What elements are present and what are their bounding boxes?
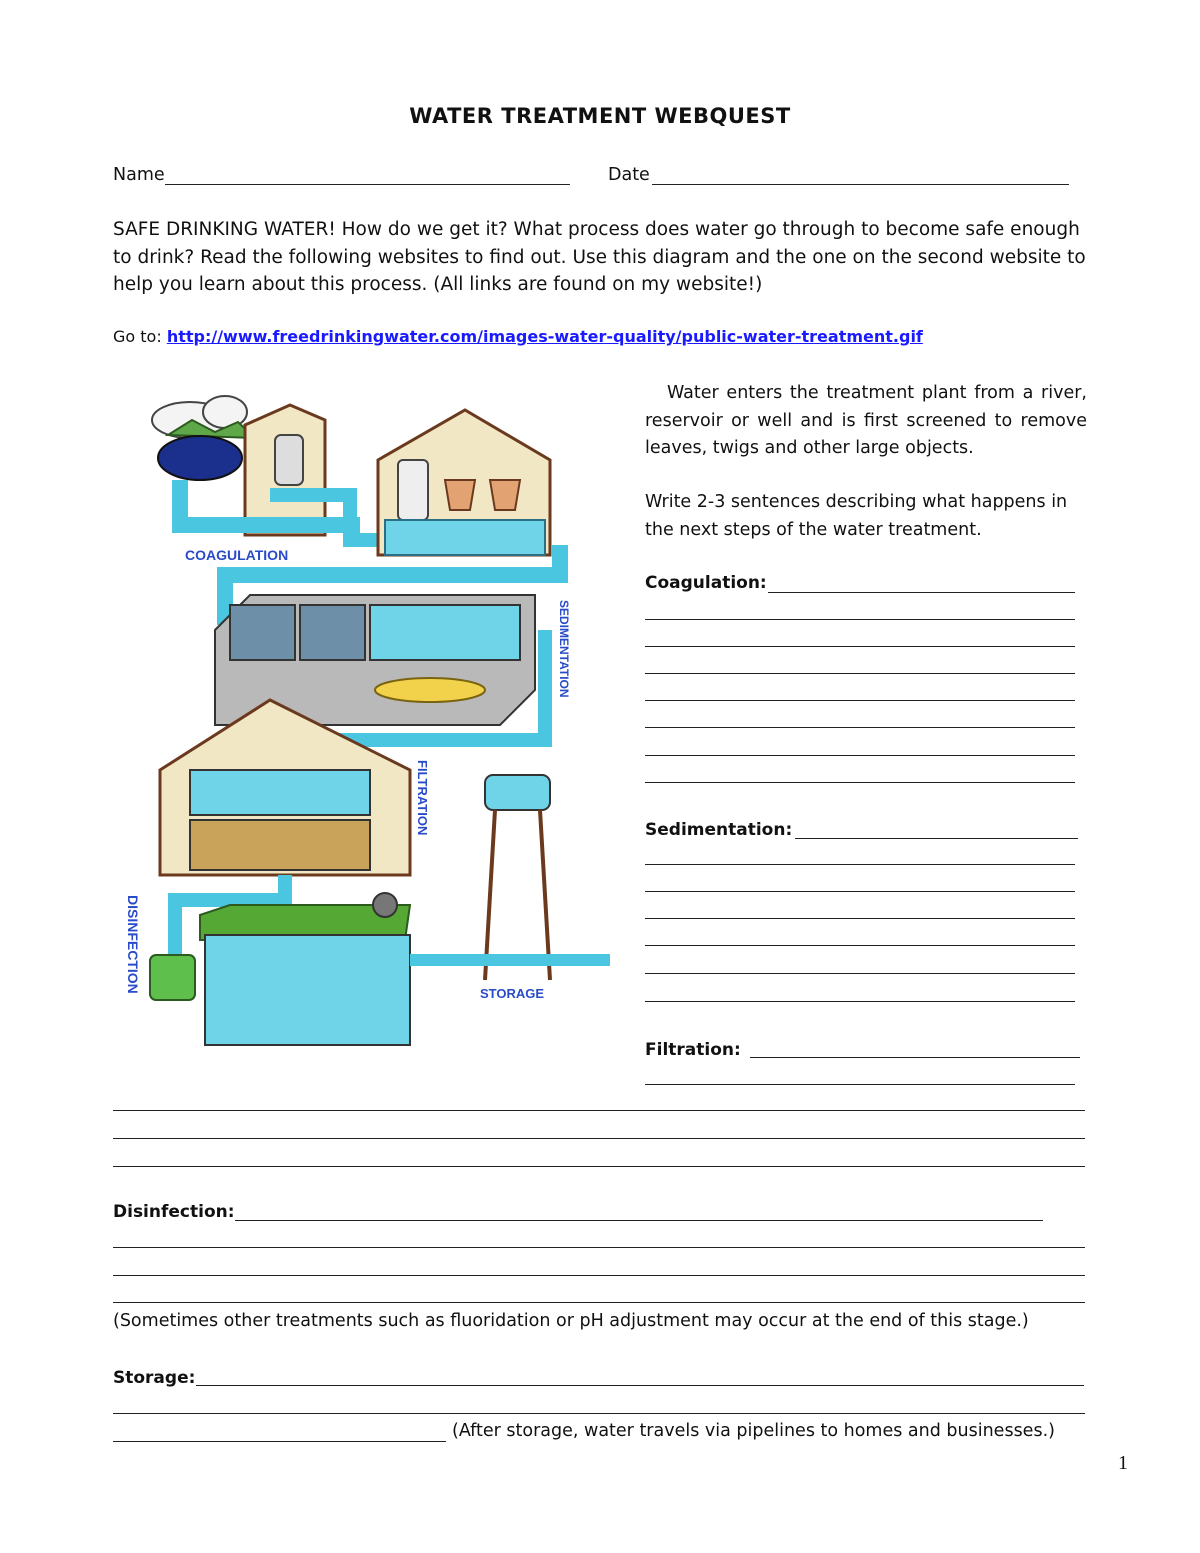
goto-line xyxy=(113,327,923,346)
answer-line[interactable] xyxy=(645,782,1075,783)
filtration-label: Filtration: xyxy=(645,1040,741,1060)
answer-line[interactable] xyxy=(113,1413,1085,1414)
page-title: WATER TREATMENT WEBQUEST xyxy=(409,104,791,128)
answer-line[interactable] xyxy=(113,1441,446,1442)
intro-paragraph: SAFE DRINKING WATER! How do we get it? What process does water go through to become safe enough to drink? Read the following websites to find out. Use this diagram and the one on the second website to help you learn about this process. (All links are found on my website!) xyxy=(113,219,1086,295)
sedimentation-answer-line[interactable] xyxy=(795,838,1078,839)
answer-line[interactable] xyxy=(645,673,1075,674)
sedimentation-label: Sedimentation: xyxy=(645,820,793,840)
answer-line[interactable] xyxy=(645,891,1075,892)
answer-line[interactable] xyxy=(645,755,1075,756)
answer-line[interactable] xyxy=(645,727,1075,728)
name-field[interactable] xyxy=(165,184,570,185)
storage-label: Storage: xyxy=(113,1368,196,1388)
answer-line[interactable] xyxy=(113,1138,1085,1139)
disinfection-note: (Sometimes other treatments such as fluoridation or pH adjustment may occur at the end of this stage.) xyxy=(113,1311,1029,1331)
answer-line[interactable] xyxy=(645,700,1075,701)
filtration-answer-line[interactable] xyxy=(750,1057,1080,1058)
disinfection-label: Disinfection: xyxy=(113,1202,235,1222)
diagram-label-filtration: FILTRATION xyxy=(415,760,430,836)
goto-label: Go to: xyxy=(113,327,162,346)
answer-line[interactable] xyxy=(645,646,1075,647)
diagram-label-storage: STORAGE xyxy=(480,986,545,1001)
answer-line[interactable] xyxy=(645,864,1075,865)
date-field[interactable] xyxy=(652,184,1069,185)
diagram-label-disinfection: DISINFECTION xyxy=(125,895,141,994)
answer-line[interactable] xyxy=(645,619,1075,620)
answer-line[interactable] xyxy=(645,973,1075,974)
name-label: Name xyxy=(113,165,165,185)
coagulation-answer-line[interactable] xyxy=(768,592,1075,593)
answer-line[interactable] xyxy=(113,1275,1085,1276)
answer-line[interactable] xyxy=(113,1302,1085,1303)
answer-line[interactable] xyxy=(113,1247,1085,1248)
page-number: 1 xyxy=(1118,1452,1128,1474)
side-paragraph-1: Water enters the treatment plant from a river, reservoir or well and is first screened to remove leaves, twigs and other large objects. xyxy=(645,383,1087,458)
website-link[interactable]: http://www.freedrinkingwater.com/images-water-quality/public-water-treatment.gif xyxy=(166,327,923,346)
diagram-label-coagulation: COAGULATION xyxy=(185,547,289,563)
water-treatment-diagram xyxy=(120,380,620,1060)
answer-line[interactable] xyxy=(645,945,1075,946)
answer-line[interactable] xyxy=(645,1001,1075,1002)
storage-answer-line[interactable] xyxy=(196,1385,1084,1386)
answer-line[interactable] xyxy=(645,918,1075,919)
coagulation-label: Coagulation: xyxy=(645,573,767,593)
reservoir-icon xyxy=(158,436,242,480)
answer-line[interactable] xyxy=(113,1110,1085,1111)
answer-line[interactable] xyxy=(113,1166,1085,1167)
answer-line[interactable] xyxy=(645,1084,1075,1085)
disinfection-answer-line[interactable] xyxy=(235,1220,1043,1221)
date-label: Date xyxy=(608,165,650,185)
storage-note: (After storage, water travels via pipelines to homes and businesses.) xyxy=(452,1421,1055,1441)
side-paragraph-2: Write 2-3 sentences describing what happens in the next steps of the water treatment. xyxy=(645,492,1068,540)
diagram-label-sedimentation: SEDIMENTATION xyxy=(557,600,571,698)
